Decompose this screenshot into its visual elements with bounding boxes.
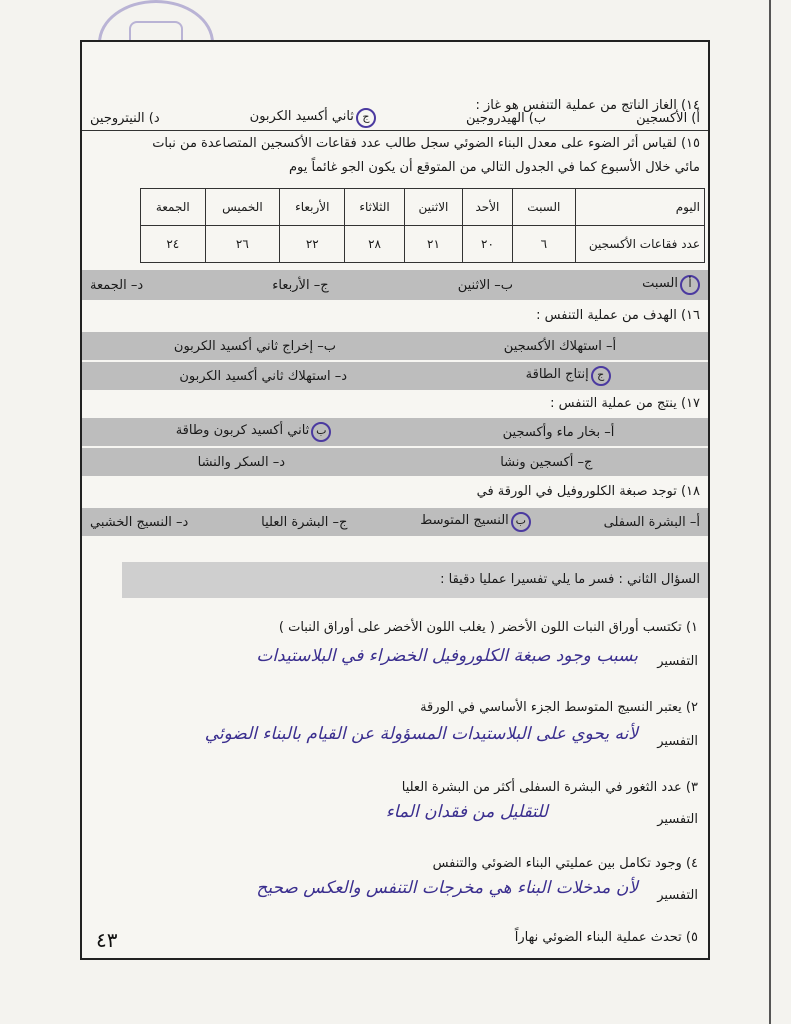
q16-question: ١٦) الهدف من عملية التنفس :	[536, 308, 700, 323]
table-cell: ٢٠	[463, 226, 512, 263]
q17-option-d[interactable]: د– السكر والنشا	[197, 454, 286, 470]
q15-option-b[interactable]: ب– الاثنين	[457, 277, 513, 293]
q16-options-row2	[82, 362, 708, 390]
q18-option-b[interactable]	[420, 512, 531, 532]
q14-option-a[interactable]: أ) الأكسجين	[636, 110, 700, 126]
q15-options	[82, 270, 708, 300]
table-cell: الأحد	[463, 189, 512, 226]
table-cell: ٢٤	[141, 226, 206, 263]
answer-circle-mark: أ	[680, 275, 700, 295]
table-cell: عدد فقاعات الأكسجين	[576, 226, 705, 263]
q15-question-line1: ١٥) لقياس أثر الضوء على معدل البناء الضوئي سجل طالب عدد فقاعات الأكسجين المتصاعدة من نبات	[152, 136, 700, 151]
q16-option-c-label: إنتاج الطاقة	[525, 367, 589, 382]
q18-options	[82, 508, 708, 536]
q15-question-line2: مائي خلال الأسبوع كما في الجدول التالي من المتوقع أن يكون الجو غائماً يوم	[289, 160, 700, 175]
explain-label-2: التفسير	[657, 734, 698, 749]
q17-option-a[interactable]: أ– بخار ماء وأكسجين	[502, 424, 615, 440]
explain-question-2: ٢) يعتبر النسيج المتوسط الجزء الأساسي في الورقة	[420, 700, 698, 715]
answer-circle-mark: ج	[356, 108, 376, 128]
worksheet-page	[80, 40, 710, 960]
q14-options	[82, 104, 708, 132]
page-number: ٤٣	[96, 928, 118, 952]
q17-question: ١٧) ينتج من عملية التنفس :	[550, 396, 700, 411]
table-cell: ٦	[512, 226, 575, 263]
table-cell: اليوم	[576, 189, 705, 226]
q16-option-a[interactable]: أ– استهلاك الأكسجين	[503, 338, 617, 354]
table-cell: ٢١	[404, 226, 463, 263]
q17-options-row1	[82, 418, 708, 446]
handwritten-answer-4: لأن مدخلات البناء هي مخرجات التنفس والعكس صحيح	[256, 878, 638, 898]
q16-option-d[interactable]: د– استهلاك ثاني أكسيد الكربون	[179, 368, 348, 384]
q18-option-b-label: النسيج المتوسط	[420, 513, 509, 528]
section2-title: السؤال الثاني : فسر ما يلي تفسيرا عمليا دقيقا :	[122, 562, 708, 598]
answer-circle-mark: ج	[591, 366, 611, 386]
answer-circle-mark: ب	[311, 422, 331, 442]
table-cell: الأربعاء	[280, 189, 345, 226]
explain-question-3: ٣) عدد الثغور في البشرة السفلى أكثر من البشرة العليا	[401, 780, 698, 795]
q14-option-b[interactable]: ب) الهيدروجين	[465, 110, 547, 126]
q14-option-d[interactable]: د) النيتروجين	[90, 110, 160, 126]
q14-option-c-label: ثاني أكسيد الكربون	[249, 109, 354, 124]
explain-label-3: التفسير	[657, 812, 698, 827]
table-cell: السبت	[512, 189, 575, 226]
q17-options-row2	[82, 448, 708, 476]
explain-question-5: ٥) تحدث عملية البناء الضوئي نهاراً	[514, 930, 698, 945]
q18-question: ١٨) توجد صبغة الكلوروفيل في الورقة في	[476, 484, 700, 499]
table-cell: الخميس	[205, 189, 280, 226]
table-cell: ٢٨	[345, 226, 404, 263]
answer-circle-mark: ب	[511, 512, 531, 532]
table-cell: الجمعة	[141, 189, 206, 226]
q18-option-c[interactable]: ج– البشرة العليا	[261, 514, 348, 530]
handwritten-answer-3: للتقليل من فقدان الماء	[385, 802, 548, 822]
table-row	[141, 189, 705, 226]
explain-label-4: التفسير	[657, 888, 698, 903]
table-cell: ٢٢	[280, 226, 345, 263]
divider	[82, 130, 708, 131]
explain-question-4: ٤) وجود تكامل بين عمليتي البناء الضوئي والتنفس	[432, 856, 698, 871]
q16-option-c[interactable]	[526, 366, 611, 386]
q15-option-d[interactable]: د– الجمعة	[90, 277, 144, 293]
q17-option-b[interactable]	[176, 422, 332, 442]
explain-question-1: ١) تكتسب أوراق النبات اللون الأخضر ( يغلب اللون الأخضر على أوراق النبات )	[278, 620, 698, 635]
handwritten-answer-2: لأنه يحوي على البلاستيدات المسؤولة عن القيام بالبناء الضوئي	[204, 724, 638, 744]
table-cell: الثلاثاء	[345, 189, 404, 226]
q18-option-d[interactable]: د– النسيج الخشبي	[90, 514, 189, 530]
q17-option-b-label: ثاني أكسيد كربون وطاقة	[175, 423, 310, 438]
q15-option-c[interactable]: ج– الأربعاء	[272, 277, 329, 293]
q18-option-a[interactable]: أ– البشرة السفلى	[603, 514, 700, 530]
table-cell: ٢٦	[205, 226, 280, 263]
table-cell: الاثنين	[404, 189, 463, 226]
q14-option-c[interactable]	[250, 108, 376, 128]
q15-option-a[interactable]	[642, 275, 700, 295]
q17-option-c[interactable]: ج– أكسجين ونشا	[500, 454, 593, 470]
explain-label-1: التفسير	[657, 654, 698, 669]
page-edge-line	[769, 0, 771, 1024]
oxygen-bubbles-table	[140, 188, 705, 263]
handwritten-answer-1: بسبب وجود صبغة الكلوروفيل الخضراء في البلاستيدات	[256, 646, 638, 666]
q16-option-b[interactable]: ب– إخراج ثاني أكسيد الكربون	[173, 338, 336, 354]
q15-option-a-label: السبت	[642, 276, 678, 291]
q16-options-row1	[82, 332, 708, 360]
table-row	[141, 226, 705, 263]
q14-question: ١٤) الغاز الناتج من عملية التنفس هو غاز :	[475, 98, 700, 113]
